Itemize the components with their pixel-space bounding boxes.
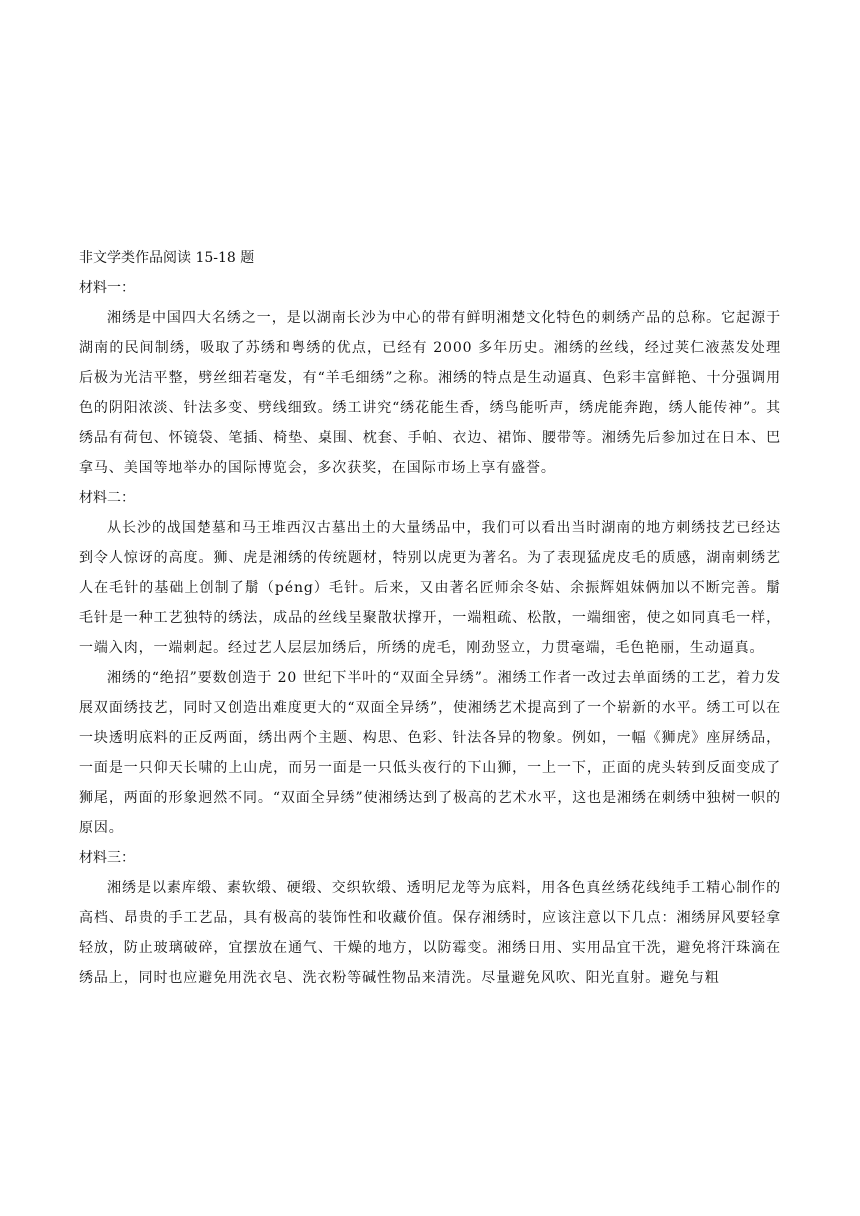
material-2-paragraph-1: 从长沙的战国楚墓和马王堆西汉古墓出土的大量绣品中，我们可以看出当时湖南的地方刺绣技艺已经达到令人惊讶的高度。狮、虎是湘绣的传统题材，特别以虎更为著名。为了表现猛虎皮毛的质感，湖南刺绣艺人在毛针的基础上创制了鬅（péng）毛针。后来，又由著名匠师余冬姑、余振辉姐妹俩加以不断完善。鬅毛针是一种工艺独特的绣法，成品的丝线呈聚散状撑开，一端粗疏、松散，一端细密，使之如同真毛一样，一端入肉，一端刺起。经过艺人层层加绣后，所绣的虎毛，刚劲竖立，力贯毫端，毛色艳丽，生动逼真。 (79, 520, 781, 656)
material-2-paragraph-2: 湘绣的“绝招”要数创造于 20 世纪下半叶的“双面全异绣”。湘绣工作者一改过去单面绣的工艺，着力发展双面绣技艺，同时又创造出难度更大的“双面全异绣”，使湘绣艺术提高到了一个崭新的水平。绣工可以在一块透明底料的正反两面，绣出两个主题、构思、色彩、针法各异的物象。例如，一幅《狮虎》座屏绣品，一面是一只仰天长啸的上山虎，而另一面是一只低头夜行的下山狮，一上一下，正面的虎头转到反面变成了狮尾，两面的形象迥然不同。“双面全异绣”使湘绣达到了极高的艺术水平，这也是湘绣在刺绣中独树一帜的原因。 (79, 670, 781, 836)
material-1-label: 材料一： (79, 280, 135, 296)
material-3-paragraph: 湘绣是以素库缎、素软缎、硬缎、交织软缎、透明尼龙等为底料，用各色真丝绣花线纯手工精心制作的高档、昂贵的手工艺品，具有极高的装饰性和收藏价值。保存湘绣时，应该注意以下几点：湘绣屏风要轻拿轻放，防止玻璃破碎，宜摆放在通气、干燥的地方，以防霉变。湘绣日用、实用品宜干洗，避免将汗珠滴在绣品上，同时也应避免用洗衣皂、洗衣粉等碱性物品来清洗。尽量避免风吹、阳光直射。避免与粗 (79, 880, 781, 986)
document-page (79, 243, 781, 993)
material-3-label: 材料三： (79, 850, 135, 866)
material-1-paragraph: 湘绣是中国四大名绣之一，是以湖南长沙为中心的带有鲜明湘楚文化特色的刺绣产品的总称。它起源于湖南的民间制绣，吸取了苏绣和粤绣的优点，已经有 2000 多年历史。湘绣的丝线，经过荚仁液蒸发处理后极为光洁平整，劈丝细若毫发，有“羊毛细绣”之称。湘绣的特点是生动逼真、色彩丰富鲜艳、十分强调用色的阴阳浓淡、针法多变、劈线细致。绣工讲究“绣花能生香，绣鸟能听声，绣虎能奔跑，绣人能传神”。其绣品有荷包、怀镜袋、笔插、椅垫、桌围、枕套、手帕、衣边、裙饰、腰带等。湘绣先后参加过在日本、巴拿马、美国等地举办的国际博览会，多次获奖，在国际市场上享有盛誉。 (79, 310, 781, 476)
material-2-label: 材料二： (79, 490, 135, 506)
section-title: 非文学类作品阅读 15-18 题 (79, 250, 255, 266)
